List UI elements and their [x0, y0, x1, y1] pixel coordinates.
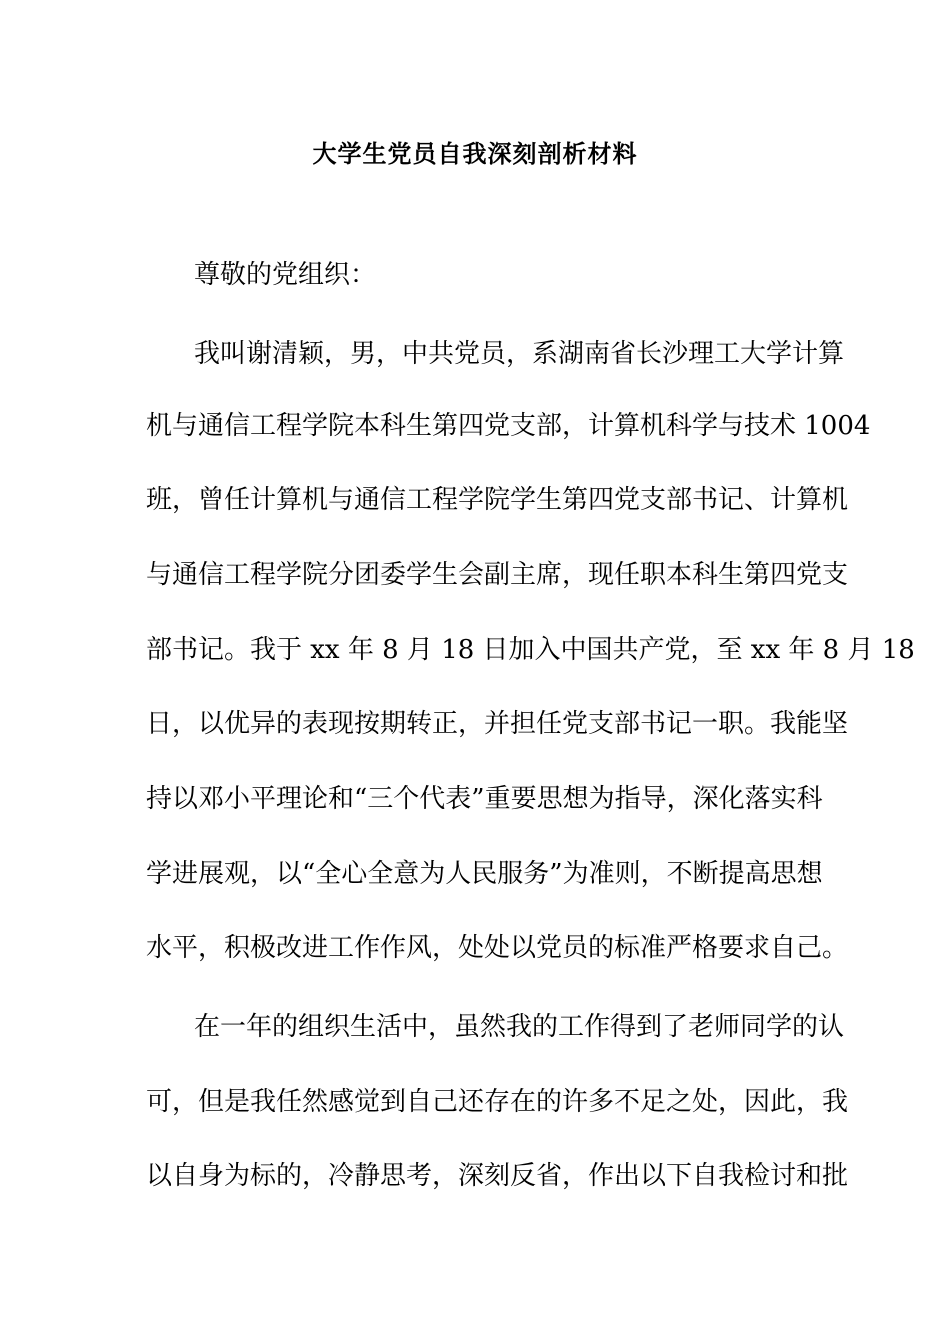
paragraph-line: 部书记。我于 xx 年 8 月 18 日加入中国共产党，至 xx 年 8 月 18	[146, 635, 915, 665]
paragraph-line: 机与通信工程学院本科生第四党支部，计算机科学与技术 1004	[146, 411, 871, 441]
paragraph-line: 水平，积极改进工作作风，处处以党员的标准严格要求自己。	[146, 933, 849, 963]
salutation-line: 尊敬的党组织：	[194, 260, 377, 290]
paragraph-line: 可，但是我任然感觉到自己还存在的许多不足之处，因此，我	[146, 1087, 849, 1117]
paragraph-line: 班，曾任计算机与通信工程学院学生第四党支部书记、计算机	[146, 485, 849, 515]
paragraph-line: 持以邓小平理论和“三个代表”重要思想为指导，深化落实科	[146, 784, 823, 814]
paragraph-line: 我叫谢清颖，男，中共党员，系湖南省长沙理工大学计算	[194, 339, 845, 369]
paragraph-line: 学进展观，以“全心全意为人民服务”为准则，不断提高思想	[146, 859, 823, 889]
paragraph-line: 在一年的组织生活中，虽然我的工作得到了老师同学的认	[194, 1012, 845, 1042]
document-title: 大学生党员自我深刻剖析材料	[312, 139, 638, 168]
paragraph-line: 与通信工程学院分团委学生会副主席，现任职本科生第四党支	[146, 560, 849, 590]
paragraph-line: 以自身为标的，冷静思考，深刻反省，作出以下自我检讨和批	[146, 1161, 849, 1191]
paragraph-line: 日，以优异的表现按期转正，并担任党支部书记一职。我能坚	[146, 709, 849, 739]
